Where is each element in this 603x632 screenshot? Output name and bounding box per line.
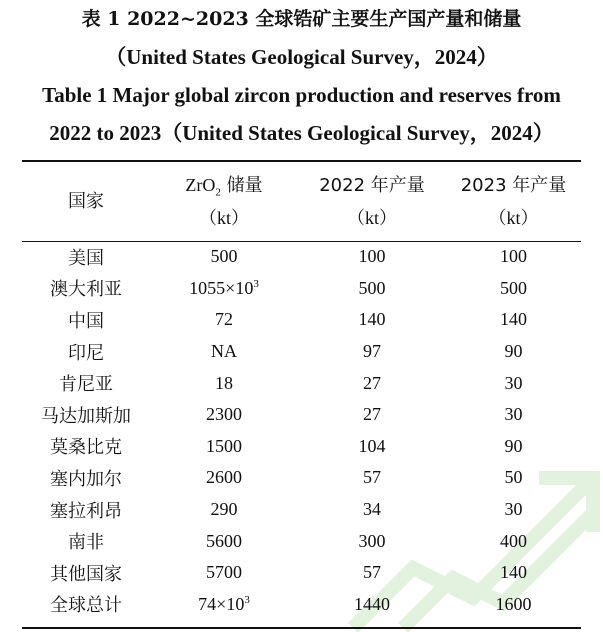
cell-country: 塞内加尔 xyxy=(50,468,122,490)
cell-prod2022: 100 xyxy=(358,246,386,267)
header-prod2022-label: 2022 年产量 xyxy=(319,174,425,196)
cell-reserves xyxy=(150,273,298,305)
cell-prod2023: 100 xyxy=(500,246,527,267)
header-production-2023 xyxy=(446,162,581,241)
cell-prod2022: 97 xyxy=(363,341,381,362)
table-caption-cn-line1: 表 1 2022~2023 全球锆矿主要生产国产量和储量 xyxy=(81,8,522,30)
cell-reserves xyxy=(150,525,298,557)
cell-prod2022: 104 xyxy=(358,435,386,456)
table-row-total xyxy=(22,589,581,621)
header-reserves-subscript: 2 xyxy=(215,186,221,199)
cell-reserves-value: 290 xyxy=(210,499,238,520)
header-prod2022-unit: （kt） xyxy=(346,207,397,228)
cell-reserves-value: 2600 xyxy=(206,467,242,488)
cell-reserves xyxy=(150,304,298,336)
cell-prod2023: 90 xyxy=(504,341,523,362)
header-reserves-label xyxy=(150,169,298,202)
cell-reserves xyxy=(150,241,298,273)
header-reserves xyxy=(150,162,298,241)
cell-reserves-exponent: 3 xyxy=(253,277,259,290)
cell-reserves-exponent: 3 xyxy=(244,593,250,606)
cell-prod2022: 300 xyxy=(358,530,386,551)
cell-reserves xyxy=(150,367,298,399)
cell-country: 全球总计 xyxy=(50,595,122,617)
header-reserves-unit: （kt） xyxy=(198,208,249,228)
table-bottom-rule xyxy=(22,627,581,629)
table-row xyxy=(22,336,581,368)
cell-reserves-value: NA xyxy=(211,341,237,362)
cell-prod2022: 27 xyxy=(363,372,381,393)
cell-country: 美国 xyxy=(68,247,104,269)
header-production-2022 xyxy=(298,162,446,241)
cell-reserves-value: 500 xyxy=(210,246,238,267)
cell-prod2023: 30 xyxy=(504,499,523,520)
cell-reserves-value: 5600 xyxy=(206,530,242,551)
cell-reserves-value: 1055×10 xyxy=(189,277,254,298)
cell-country: 莫桑比克 xyxy=(50,437,122,459)
table-caption-en-line1: Table 1 Major global zircon production and reserves from xyxy=(42,83,561,107)
cell-reserves xyxy=(150,494,298,526)
table-row xyxy=(22,273,581,305)
cell-country: 南非 xyxy=(68,532,104,554)
table-caption-cn-line2: （United States Geological Survey，2024） xyxy=(105,45,498,69)
cell-reserves xyxy=(150,462,298,494)
cell-prod2022: 57 xyxy=(363,562,381,583)
table-row xyxy=(22,525,581,557)
table-row xyxy=(22,494,581,526)
table-row xyxy=(22,399,581,431)
cell-reserves-value: 2300 xyxy=(206,404,242,425)
cell-reserves-value: 72 xyxy=(215,309,233,330)
cell-prod2023: 500 xyxy=(500,277,527,298)
cell-prod2023: 30 xyxy=(504,404,523,425)
table-row xyxy=(22,462,581,494)
cell-prod2022: 27 xyxy=(363,404,381,425)
cell-prod2023: 1600 xyxy=(495,593,532,614)
cell-country: 澳大利亚 xyxy=(50,279,122,301)
table-header-row xyxy=(22,162,581,241)
cell-prod2022: 1440 xyxy=(354,593,390,614)
cell-reserves xyxy=(150,431,298,463)
cell-reserves-value: 5700 xyxy=(206,562,242,583)
header-reserves-formula: ZrO xyxy=(185,175,216,195)
cell-country: 马达加斯加 xyxy=(41,405,131,427)
cell-prod2023: 30 xyxy=(504,372,523,393)
table-row xyxy=(22,431,581,463)
cell-country: 肯尼亚 xyxy=(59,374,113,396)
header-country: 国家 xyxy=(68,190,104,212)
cell-reserves-value: 74×10 xyxy=(198,593,245,614)
table-row xyxy=(22,304,581,336)
table-row xyxy=(22,557,581,589)
zircon-production-table xyxy=(22,162,581,620)
header-reserves-text: 储量 xyxy=(220,175,263,196)
cell-reserves-value: 18 xyxy=(215,372,233,393)
cell-reserves xyxy=(150,557,298,589)
cell-country: 印尼 xyxy=(68,342,104,364)
table-caption-en-line2: 2022 to 2023（United States Geological Survey，2024） xyxy=(49,121,554,145)
table-row xyxy=(22,367,581,399)
cell-prod2022: 34 xyxy=(363,499,381,520)
cell-prod2022: 57 xyxy=(363,467,381,488)
cell-prod2022: 500 xyxy=(358,277,386,298)
table-row xyxy=(22,241,581,273)
header-prod2023-label: 2023 年产量 xyxy=(460,174,567,196)
cell-country: 其他国家 xyxy=(50,563,122,585)
cell-reserves xyxy=(150,589,298,621)
cell-prod2023: 140 xyxy=(500,309,527,330)
header-prod2023-unit: （kt） xyxy=(488,207,539,228)
cell-prod2023: 140 xyxy=(500,562,527,583)
cell-country: 中国 xyxy=(68,310,104,332)
cell-prod2022: 140 xyxy=(358,309,386,330)
cell-reserves xyxy=(150,336,298,368)
cell-prod2023: 90 xyxy=(504,435,523,456)
cell-prod2023: 50 xyxy=(504,467,523,488)
cell-reserves xyxy=(150,399,298,431)
cell-reserves-value: 1500 xyxy=(206,435,242,456)
cell-country: 塞拉利昂 xyxy=(50,500,122,522)
cell-prod2023: 400 xyxy=(500,530,527,551)
